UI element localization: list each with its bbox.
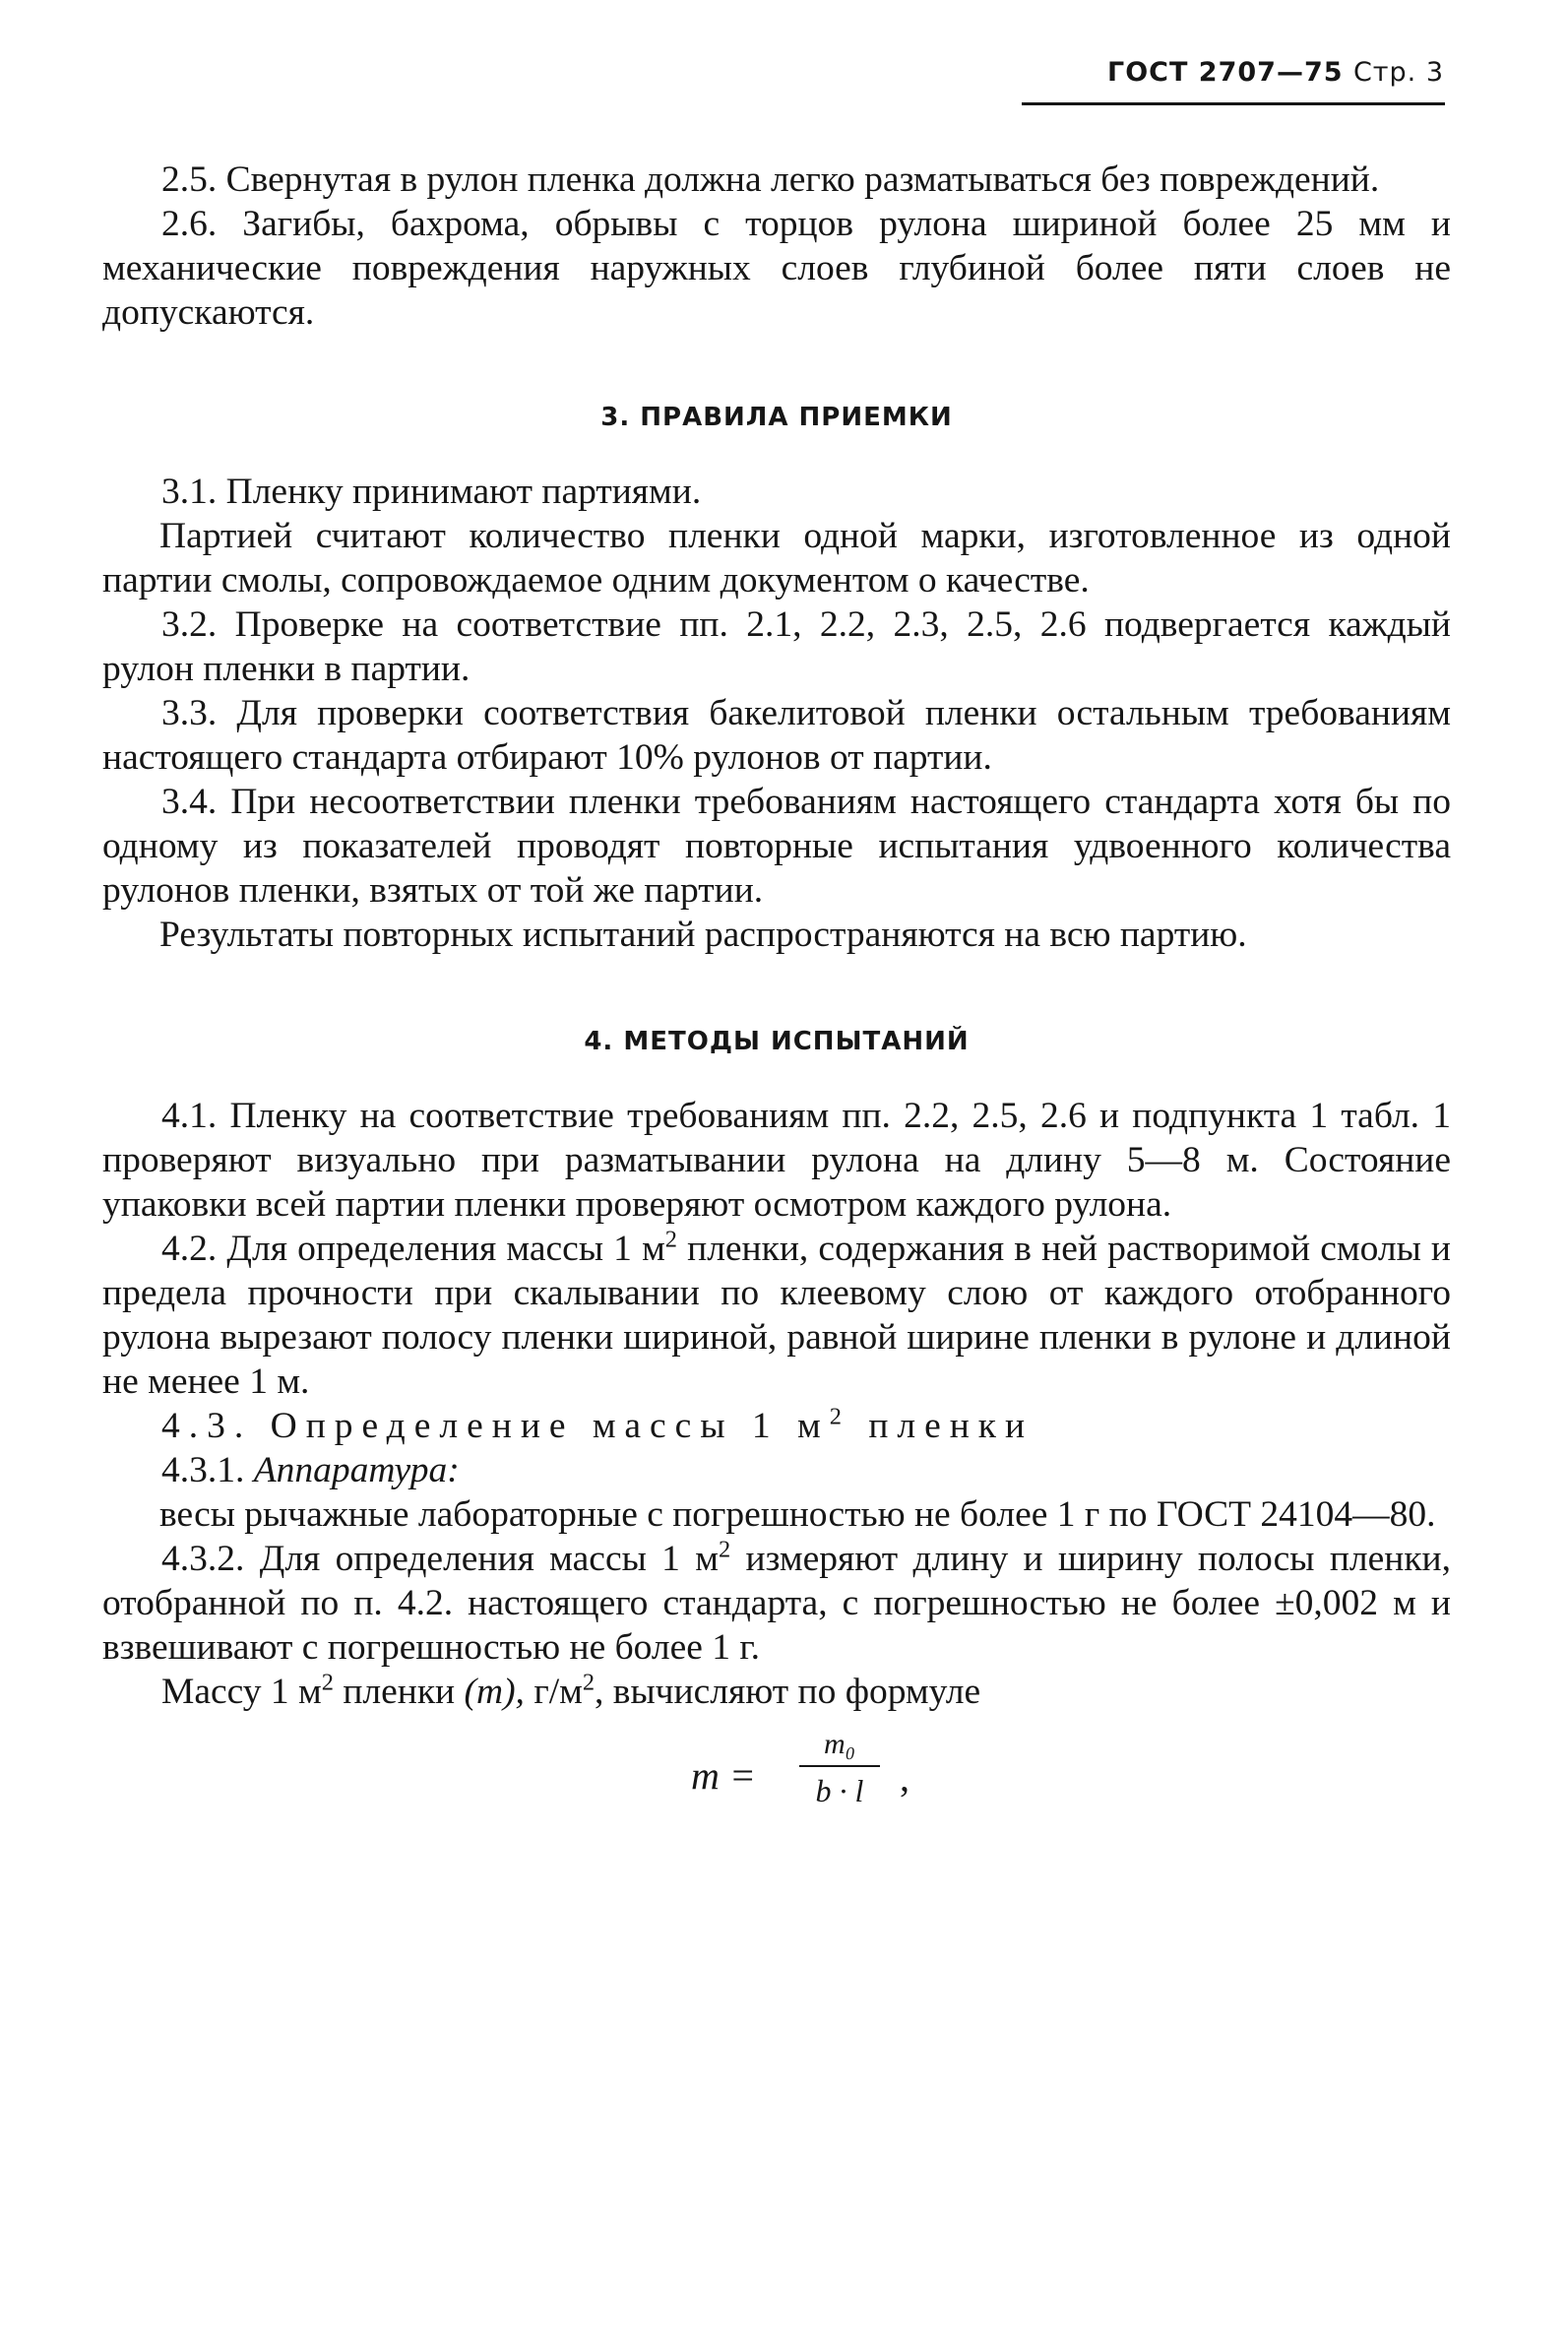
- running-header: [1107, 57, 1444, 88]
- para-3-4-b: Результаты повторных испытаний распространяются на всю партию.: [159, 915, 1247, 955]
- para-3-1: 3.1. Пленку принимают партиями.: [161, 472, 702, 512]
- mass-formula: [102, 1728, 1451, 1822]
- body-text: [102, 158, 1451, 1822]
- subsection-4-3-text-a: 4.3. Определение массы 1 м: [161, 1406, 830, 1446]
- section-title-4: 4. МЕТОДЫ ИСПЫТАНИЙ: [584, 1027, 970, 1056]
- para-4-3-1-number: 4.3.1.: [161, 1450, 245, 1490]
- subsection-4-3-sup: 2: [829, 1403, 850, 1430]
- formula-numerator: m₀: [823, 1728, 856, 1760]
- mass-sup-1: 2: [321, 1669, 334, 1696]
- para-3-3: 3.3. Для проверки соответствия бакелитовой пленки остальным требованиям настоящего стандарта отбирают 10% рулонов от партии.: [102, 693, 1451, 778]
- para-4-3-1: [102, 1448, 1451, 1492]
- header-rule: [1022, 102, 1445, 105]
- formula-fraction-bar: [799, 1765, 880, 1767]
- subsection-4-3-text-b: пленки: [849, 1406, 1035, 1446]
- para-4-2: [102, 1227, 1451, 1404]
- para-3-1-b: Партией считают количество пленки одной марки, изготовленное из одной партии смолы, сопровождаемое одним документом о качестве.: [102, 516, 1451, 601]
- para-4-2-sup: 2: [664, 1226, 677, 1253]
- para-2-6: 2.6. Загибы, бахрома, обрывы с торцов рулона шириной более 25 мм и механические повреждения наружных слоев глубиной более пяти слоев не допускаются.: [102, 204, 1451, 333]
- para-4-3-2: [102, 1537, 1451, 1670]
- para-3-4: 3.4. При несоответствии пленки требованиям настоящего стандарта хотя бы по одному из показателей проводят повторные испытания удвоенного количества рулонов пленки, взятых от той же партии.: [102, 782, 1451, 911]
- mass-text-b: пленки: [333, 1672, 465, 1712]
- formula-lhs: m =: [691, 1753, 756, 1798]
- subsection-4-3-title: [102, 1404, 1451, 1448]
- mass-text-a: Массу 1 м: [161, 1672, 322, 1712]
- para-4-3-2-sup: 2: [718, 1536, 731, 1563]
- para-4-2-text-a: 4.2. Для определения массы 1 м: [161, 1229, 665, 1269]
- mass-text-d: , вычисляют по формуле: [595, 1672, 981, 1712]
- para-2-5: 2.5. Свернутая в рулон пленка должна легко разматываться без повреждений.: [161, 159, 1380, 200]
- para-4-2-text-b: пленки, содержания в ней растворимой смолы и предела прочности при скалывании по клеевому слою от каждого отобранного рулона вырезают полосу пленки шириной, равной ширине пленки в рулоне и длиной не менее 1 м.: [102, 1229, 1451, 1402]
- mass-text-c: г/м: [524, 1672, 583, 1712]
- formula-denominator: b · l: [815, 1773, 864, 1808]
- para-3-2: 3.2. Проверке на соответствие пп. 2.1, 2.2, 2.3, 2.5, 2.6 подвергается каждый рулон пленки в партии.: [102, 604, 1451, 689]
- formula-fraction: [799, 1728, 880, 1808]
- header-doc-id: ГОСТ 2707—75: [1107, 57, 1344, 88]
- para-4-3-2-text-b: измеряют длину и ширину полосы пленки, отобранной по п. 4.2. настоящего стандарта, с погрешностью не более ±0,002 м и взвешивают с погрешностью не более 1 г.: [102, 1539, 1451, 1668]
- mass-sup-2: 2: [582, 1669, 596, 1696]
- para-4-3-1-label: Аппаратура:: [253, 1450, 460, 1490]
- para-4-1: 4.1. Пленку на соответствие требованиям пп. 2.2, 2.5, 2.6 и подпункта 1 табл. 1 проверяют визуально при разматывании рулона на длину 5—8 м. Состояние упаковки всей партии пленки проверяют осмотром каждого рулона.: [102, 1096, 1451, 1225]
- formula-trailing-comma: ,: [900, 1755, 909, 1800]
- header-page-label: Стр. 3: [1352, 57, 1444, 88]
- mass-variable: (m),: [464, 1672, 525, 1712]
- para-4-3-1-text: весы рычажные лабораторные с погрешностью не более 1 г по ГОСТ 24104—80.: [159, 1494, 1436, 1535]
- para-4-3-2-text-a: 4.3.2. Для определения массы 1 м: [161, 1539, 719, 1579]
- para-mass-formula-intro: [102, 1670, 1451, 1714]
- section-title-3: 3. ПРАВИЛА ПРИЕМКИ: [600, 403, 953, 432]
